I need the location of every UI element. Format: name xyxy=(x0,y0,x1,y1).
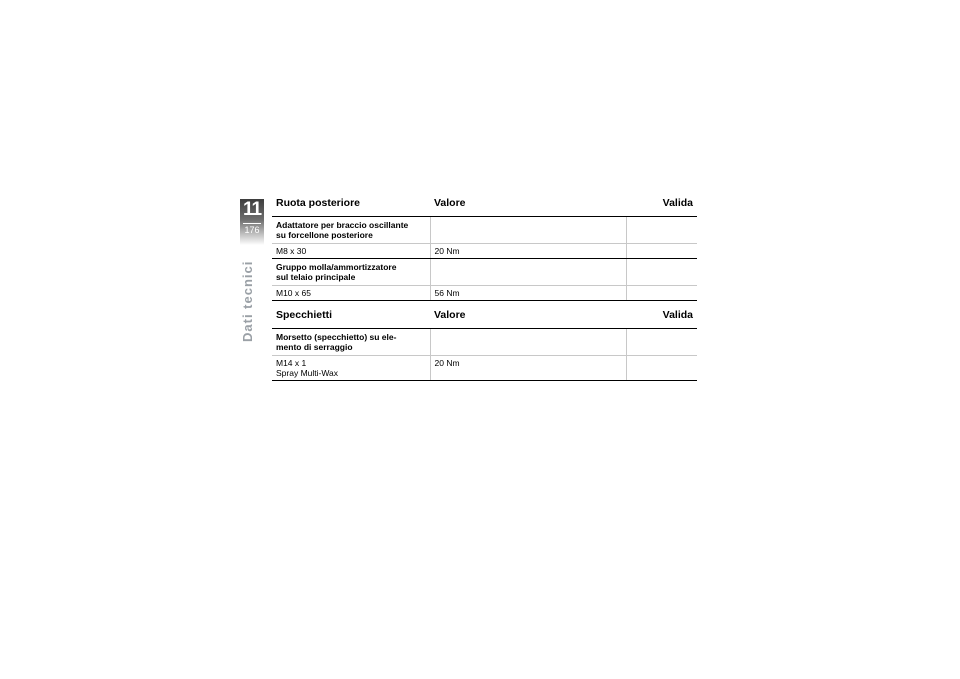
table-header-row xyxy=(272,193,697,217)
value-cell: 56 Nm xyxy=(430,286,626,301)
value-cell-empty xyxy=(430,217,626,244)
mirrors-table xyxy=(272,304,697,381)
header-value: Valore xyxy=(430,193,626,217)
value-cell-empty xyxy=(430,329,626,356)
header-component: Specchietti xyxy=(272,304,430,329)
header-value: Valore xyxy=(430,304,626,329)
table-row xyxy=(272,329,697,356)
value-cell: 20 Nm xyxy=(430,356,626,381)
torque-tables xyxy=(272,193,697,381)
table-header-row xyxy=(272,304,697,329)
chapter-title: Dati tecnici xyxy=(240,260,255,342)
spec-cell: M14 x 1 Spray Multi-Wax xyxy=(272,356,430,381)
table-row xyxy=(272,259,697,286)
valid-cell-empty xyxy=(626,259,697,286)
component-label: Adattatore per braccio oscillante su forcellone posteriore xyxy=(272,217,430,244)
value-cell: 20 Nm xyxy=(430,244,626,259)
chapter-number: 11 xyxy=(242,199,262,220)
valid-cell-empty xyxy=(626,217,697,244)
table-row xyxy=(272,217,697,244)
spec-cell: M10 x 65 xyxy=(272,286,430,301)
valid-cell xyxy=(626,286,697,301)
table-row xyxy=(272,356,697,381)
component-label: Gruppo molla/ammortizzatore sul telaio principale xyxy=(272,259,430,286)
header-valid: Valida xyxy=(626,193,697,217)
value-cell-empty xyxy=(430,259,626,286)
valid-cell xyxy=(626,356,697,381)
rear-wheel-table xyxy=(272,193,697,301)
component-label: Morsetto (specchietto) su ele- mento di serraggio xyxy=(272,329,430,356)
page-number: 176 xyxy=(244,225,260,235)
valid-cell-empty xyxy=(626,329,697,356)
spec-cell: M8 x 30 xyxy=(272,244,430,259)
valid-cell xyxy=(626,244,697,259)
table-row xyxy=(272,286,697,301)
header-component: Ruota posteriore xyxy=(272,193,430,217)
table-row xyxy=(272,244,697,259)
header-valid: Valida xyxy=(626,304,697,329)
